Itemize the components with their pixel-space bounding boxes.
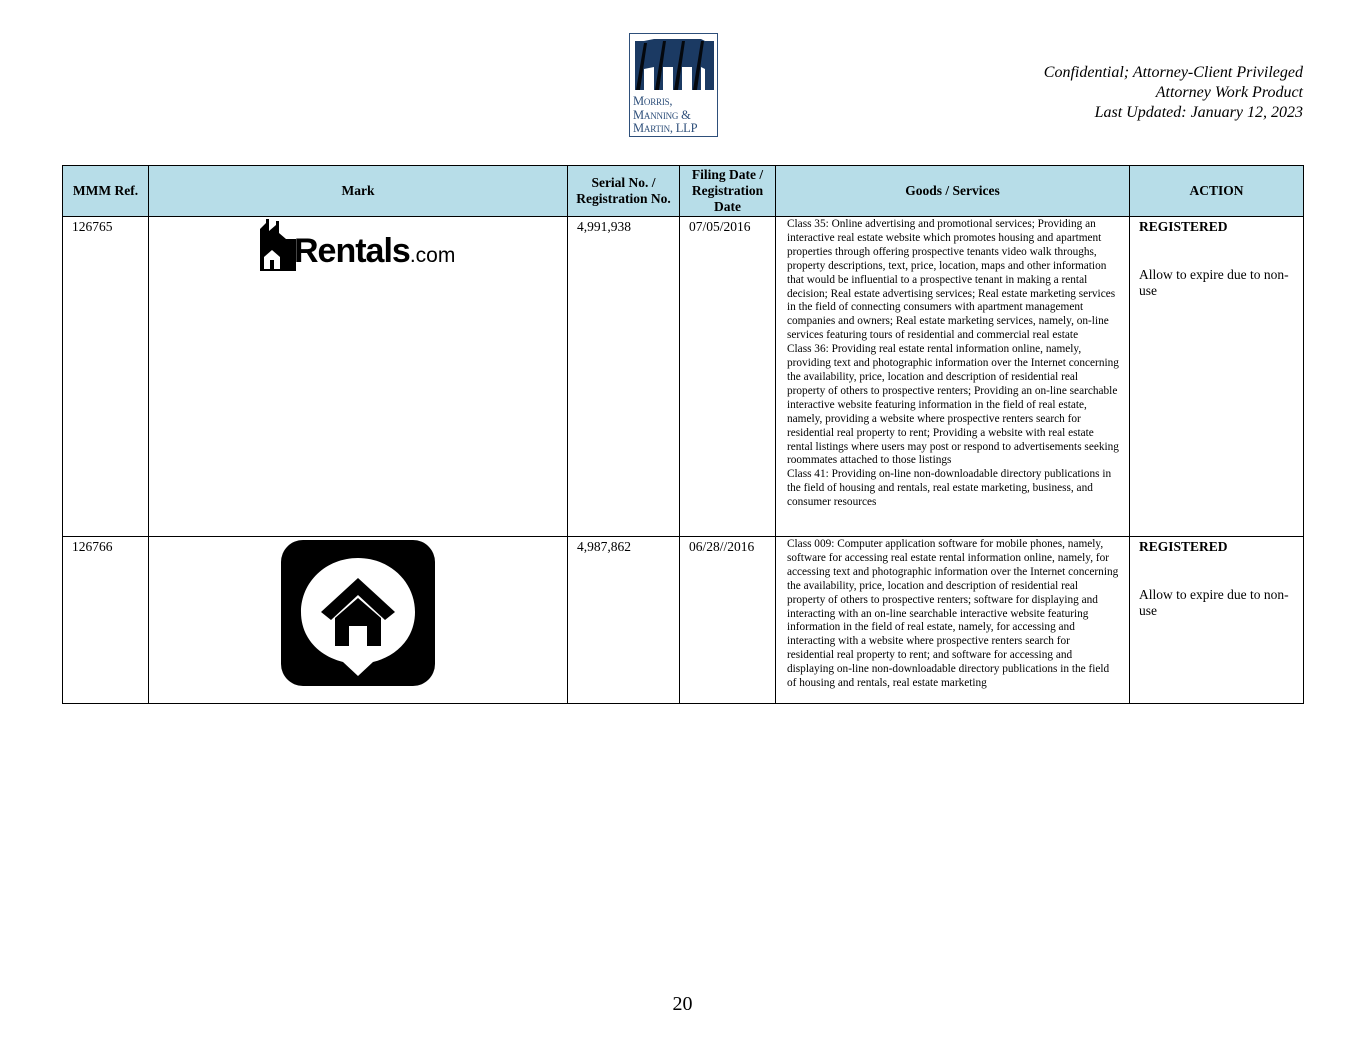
page-number: 20 <box>672 993 693 1015</box>
action-note: Allow to expire due to non-use <box>1139 267 1289 298</box>
work-product-line: Attorney Work Product <box>1155 84 1303 101</box>
trademark-table <box>62 165 1304 704</box>
table-header-row <box>63 166 1304 217</box>
column-header-goods: Goods / Services <box>776 166 1130 217</box>
column-header-action: ACTION <box>1130 166 1304 217</box>
rentals-house-icon <box>260 219 298 271</box>
serial-cell: 4,991,938 <box>568 217 680 537</box>
rentals-wordmark: Rentals <box>294 232 410 270</box>
serial-cell: 4,987,862 <box>568 537 680 704</box>
status-registered: REGISTERED <box>1139 219 1228 234</box>
mark-cell <box>149 537 568 704</box>
firm-name <box>633 95 717 136</box>
column-header-mark: Mark <box>149 166 568 217</box>
action-cell <box>1130 217 1304 537</box>
privilege-line: Confidential; Attorney-Client Privileged <box>1043 64 1303 81</box>
confidentiality-notice <box>1044 63 1303 123</box>
last-updated-line: Last Updated: January 12, 2023 <box>1094 104 1303 121</box>
goods-cell <box>776 537 1130 704</box>
date-cell: 06/28//2016 <box>680 537 776 704</box>
firm-name-line: Martin, LLP <box>633 121 698 136</box>
table-row <box>63 217 1304 537</box>
firm-logo <box>629 33 718 137</box>
column-header-serial: Serial No. / Registration No. <box>568 166 680 217</box>
goods-class-41: Class 41: Providing on-line non-downloadable directory publications in the field of housing and rentals, real estate marketing, business, and consumer resources <box>787 468 1112 509</box>
ref-cell: 126766 <box>63 537 149 704</box>
rentals-suffix: .com <box>409 244 456 267</box>
date-cell: 07/05/2016 <box>680 217 776 537</box>
goods-class-35: Class 35: Online advertising and promotional services; Providing an interactive real estate website which promotes housing and apartment properties through offering prospective tenants video walk throughs, property descriptions, text, price, location, maps and other information that would be influential to a prospective tenant in making a rental decision; Real estate advertising services; Real estate marketing services in the field of connecting consumers with apartment management companies and owners; Real estate marketing services, namely, on-line services featuring tours of residential and commercial real estate <box>787 218 1116 342</box>
column-header-ref: MMM Ref. <box>63 166 149 217</box>
goods-cell <box>776 217 1130 537</box>
rentals-logo <box>260 219 460 275</box>
firm-name-line: Manning & <box>633 107 691 122</box>
table-row <box>63 537 1304 704</box>
house-pin-app-icon <box>281 540 435 686</box>
action-note: Allow to expire due to non-use <box>1139 587 1289 618</box>
firm-name-line: Morris, <box>633 94 673 108</box>
goods-class-009: Class 009: Computer application software for mobile phones, namely, software for accessing real estate rental information online, namely, for accessing text and photographic information over the Internet concerning the availability, price, location and description of residential real property of others to prospective renters; software for displaying and interacting with an on-line searchable interactive website featuring information in the field of real estate, namely, for accessing and interacting with a website where prospective renters search for residential real property to rent; and software for accessing and displaying on-line non-downloadable directory publications in the field of housing and rentals, real estate marketing <box>787 538 1119 690</box>
ref-cell: 126765 <box>63 217 149 537</box>
action-cell <box>1130 537 1304 704</box>
column-header-date: Filing Date / Registration Date <box>680 166 776 217</box>
mark-cell <box>149 217 568 537</box>
status-registered: REGISTERED <box>1139 539 1228 554</box>
mmm-logo-icon <box>633 37 715 92</box>
goods-class-36: Class 36: Providing real estate rental information online, namely, providing text and photographic information over the Internet concerning the availability, price, location and description of residential real property of others to prospective renters; Providing an on-line searchable interactive website featuring information in the field of real estate, namely, providing a website where prospective renters search for residential real property to rent; Providing a website with real estate rental listings where users may post or respond to advertisements seeking roommates attached to those listings <box>787 343 1119 467</box>
